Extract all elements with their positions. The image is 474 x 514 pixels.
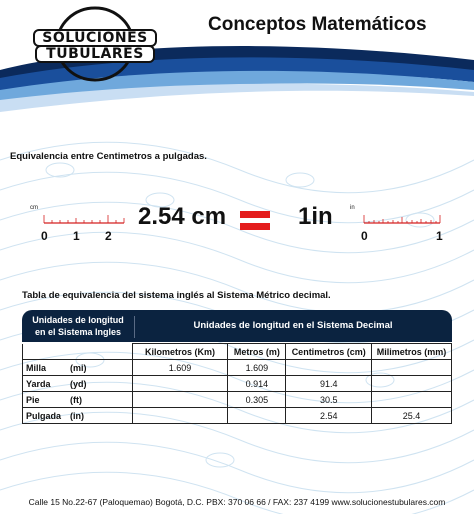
cell-m: 1.609 <box>228 360 286 376</box>
cm-ruler <box>30 205 130 245</box>
inch-value: 1in <box>298 203 333 230</box>
column-header-mm: Milimetros (mm) <box>372 344 452 360</box>
section-caption-table: Tabla de equivalencia del sistema inglés al Sistema Métrico decimal. <box>22 290 331 301</box>
cm-ruler-label-1: 1 <box>73 229 80 243</box>
header-decimal-units: Unidades de longitud en el Sistema Decimal <box>193 320 393 331</box>
cell-mm <box>372 392 452 408</box>
column-header-km: Kilometros (Km) <box>132 344 228 360</box>
equals-sign <box>240 209 270 231</box>
table-column-headers <box>23 344 452 360</box>
cell-km <box>132 376 228 392</box>
inch-ruler <box>350 205 445 245</box>
row-unit: Pie (ft) <box>23 392 133 408</box>
table-row <box>23 360 452 376</box>
table-row <box>23 392 452 408</box>
table-header-bar <box>22 310 452 342</box>
cell-mm <box>372 360 452 376</box>
column-header-m: Metros (m) <box>228 344 286 360</box>
row-unit: Yarda (yd) <box>23 376 133 392</box>
logo-text-soluciones: SOLUCIONES <box>42 30 148 46</box>
cell-km: 1.609 <box>132 360 228 376</box>
equivalence-table <box>22 343 452 424</box>
inch-ruler-label-0: 0 <box>361 229 368 243</box>
cm-ruler-label-2: 2 <box>105 229 112 243</box>
cell-m <box>228 408 286 424</box>
cell-km <box>132 408 228 424</box>
cell-m: 0.914 <box>228 376 286 392</box>
cell-cm: 30.5 <box>286 392 372 408</box>
logo-text-tubulares: TUBULARES <box>46 46 144 62</box>
row-unit: Milla (mi) <box>23 360 133 376</box>
table-row <box>23 376 452 392</box>
page-header <box>0 0 474 120</box>
cm-ruler-unit: cm <box>30 205 38 211</box>
page-title: Conceptos Matemáticos <box>208 14 427 35</box>
cell-mm: 25.4 <box>372 408 452 424</box>
inch-ruler-unit: in <box>350 205 355 211</box>
inch-ruler-label-1: 1 <box>436 229 443 243</box>
cell-km <box>132 392 228 408</box>
company-logo <box>30 4 160 84</box>
cell-mm <box>372 376 452 392</box>
centimeter-value: 2.54 cm <box>138 203 227 230</box>
row-unit: Pulgada (in) <box>23 408 133 424</box>
cell-cm: 2.54 <box>286 408 372 424</box>
table-row <box>23 408 452 424</box>
section-caption-equivalence: Equivalencia entre Centimetros a pulgadas. <box>10 151 207 162</box>
cm-ruler-label-0: 0 <box>41 229 48 243</box>
cell-m: 0.305 <box>228 392 286 408</box>
footer-contact: Calle 15 No.22-67 (Paloquemao) Bogotá, D.C. PBX: 370 06 66 / FAX: 237 4199 www.solucionestubulares.com <box>28 497 446 507</box>
cell-cm <box>286 360 372 376</box>
column-header-cm: Centimetros (cm) <box>286 344 372 360</box>
cell-cm: 91.4 <box>286 376 372 392</box>
header-english-units: Unidades de longitud en el Sistema Ingles <box>32 315 124 337</box>
